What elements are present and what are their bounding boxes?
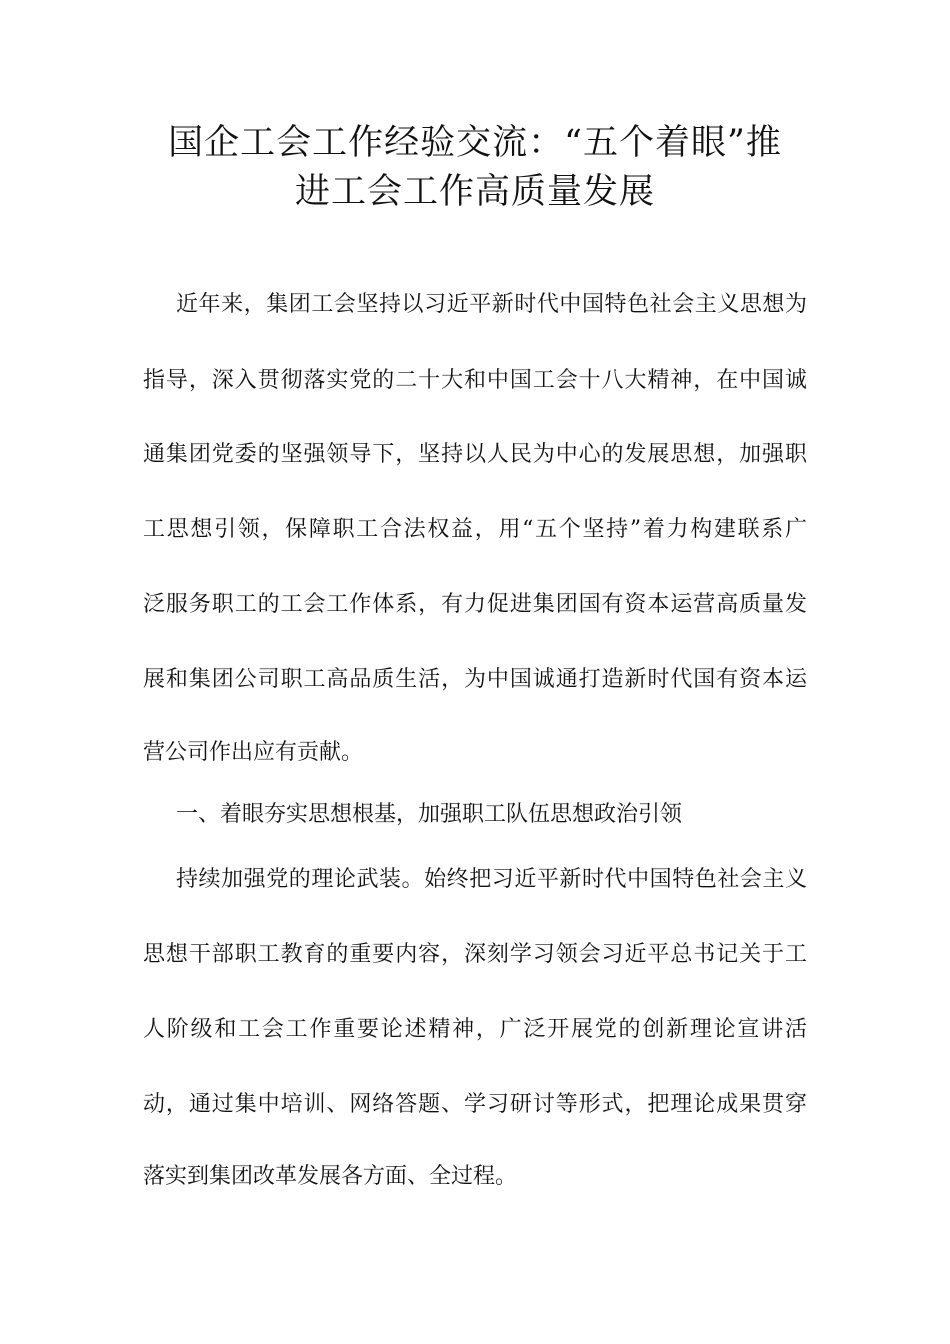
text-line: 工思想引领，保障职工合法权益，用“五个坚持”着力构建联系广 [143, 517, 807, 542]
text-line: 指导，深入贯彻落实党的二十大和中国工会十八大精神，在中国诚 [143, 368, 807, 393]
document-title-line-1: 国企工会工作经验交流：“五个着眼”推 [168, 123, 782, 163]
section-heading-text: 一、着眼夯实思想根基，加强职工队伍思想政治引领 [176, 802, 683, 827]
text-line: 展和集团公司职工高品质生活，为中国诚通打造新时代国有资本运 [143, 667, 807, 692]
text-line: 人阶级和工会工作重要论述精神，广泛开展党的创新理论宣讲活 [143, 1017, 807, 1042]
text-line: 营公司作出应有贡献。 [143, 740, 364, 765]
text-line: 动，通过集中培训、网络答题、学习研讨等形式，把理论成果贯穿 [143, 1092, 807, 1117]
text-line: 思想干部职工教育的重要内容，深刻学习领会习近平总书记关于工 [143, 942, 807, 967]
text-line: 泛服务职工的工会工作体系，有力促进集团国有资本运营高质量发 [143, 592, 807, 617]
text-line: 近年来，集团工会坚持以习近平新时代中国特色社会主义思想为 [176, 292, 807, 317]
text-line: 通集团党委的坚强领导下，坚持以人民为中心的发展思想，加强职 [143, 442, 807, 467]
text-line: 持续加强党的理论武装。始终把习近平新时代中国特色社会主义 [176, 867, 807, 892]
document-title-line-2: 进工会工作高质量发展 [294, 172, 655, 212]
text-line: 落实到集团改革发展各方面、全过程。 [143, 1164, 518, 1189]
